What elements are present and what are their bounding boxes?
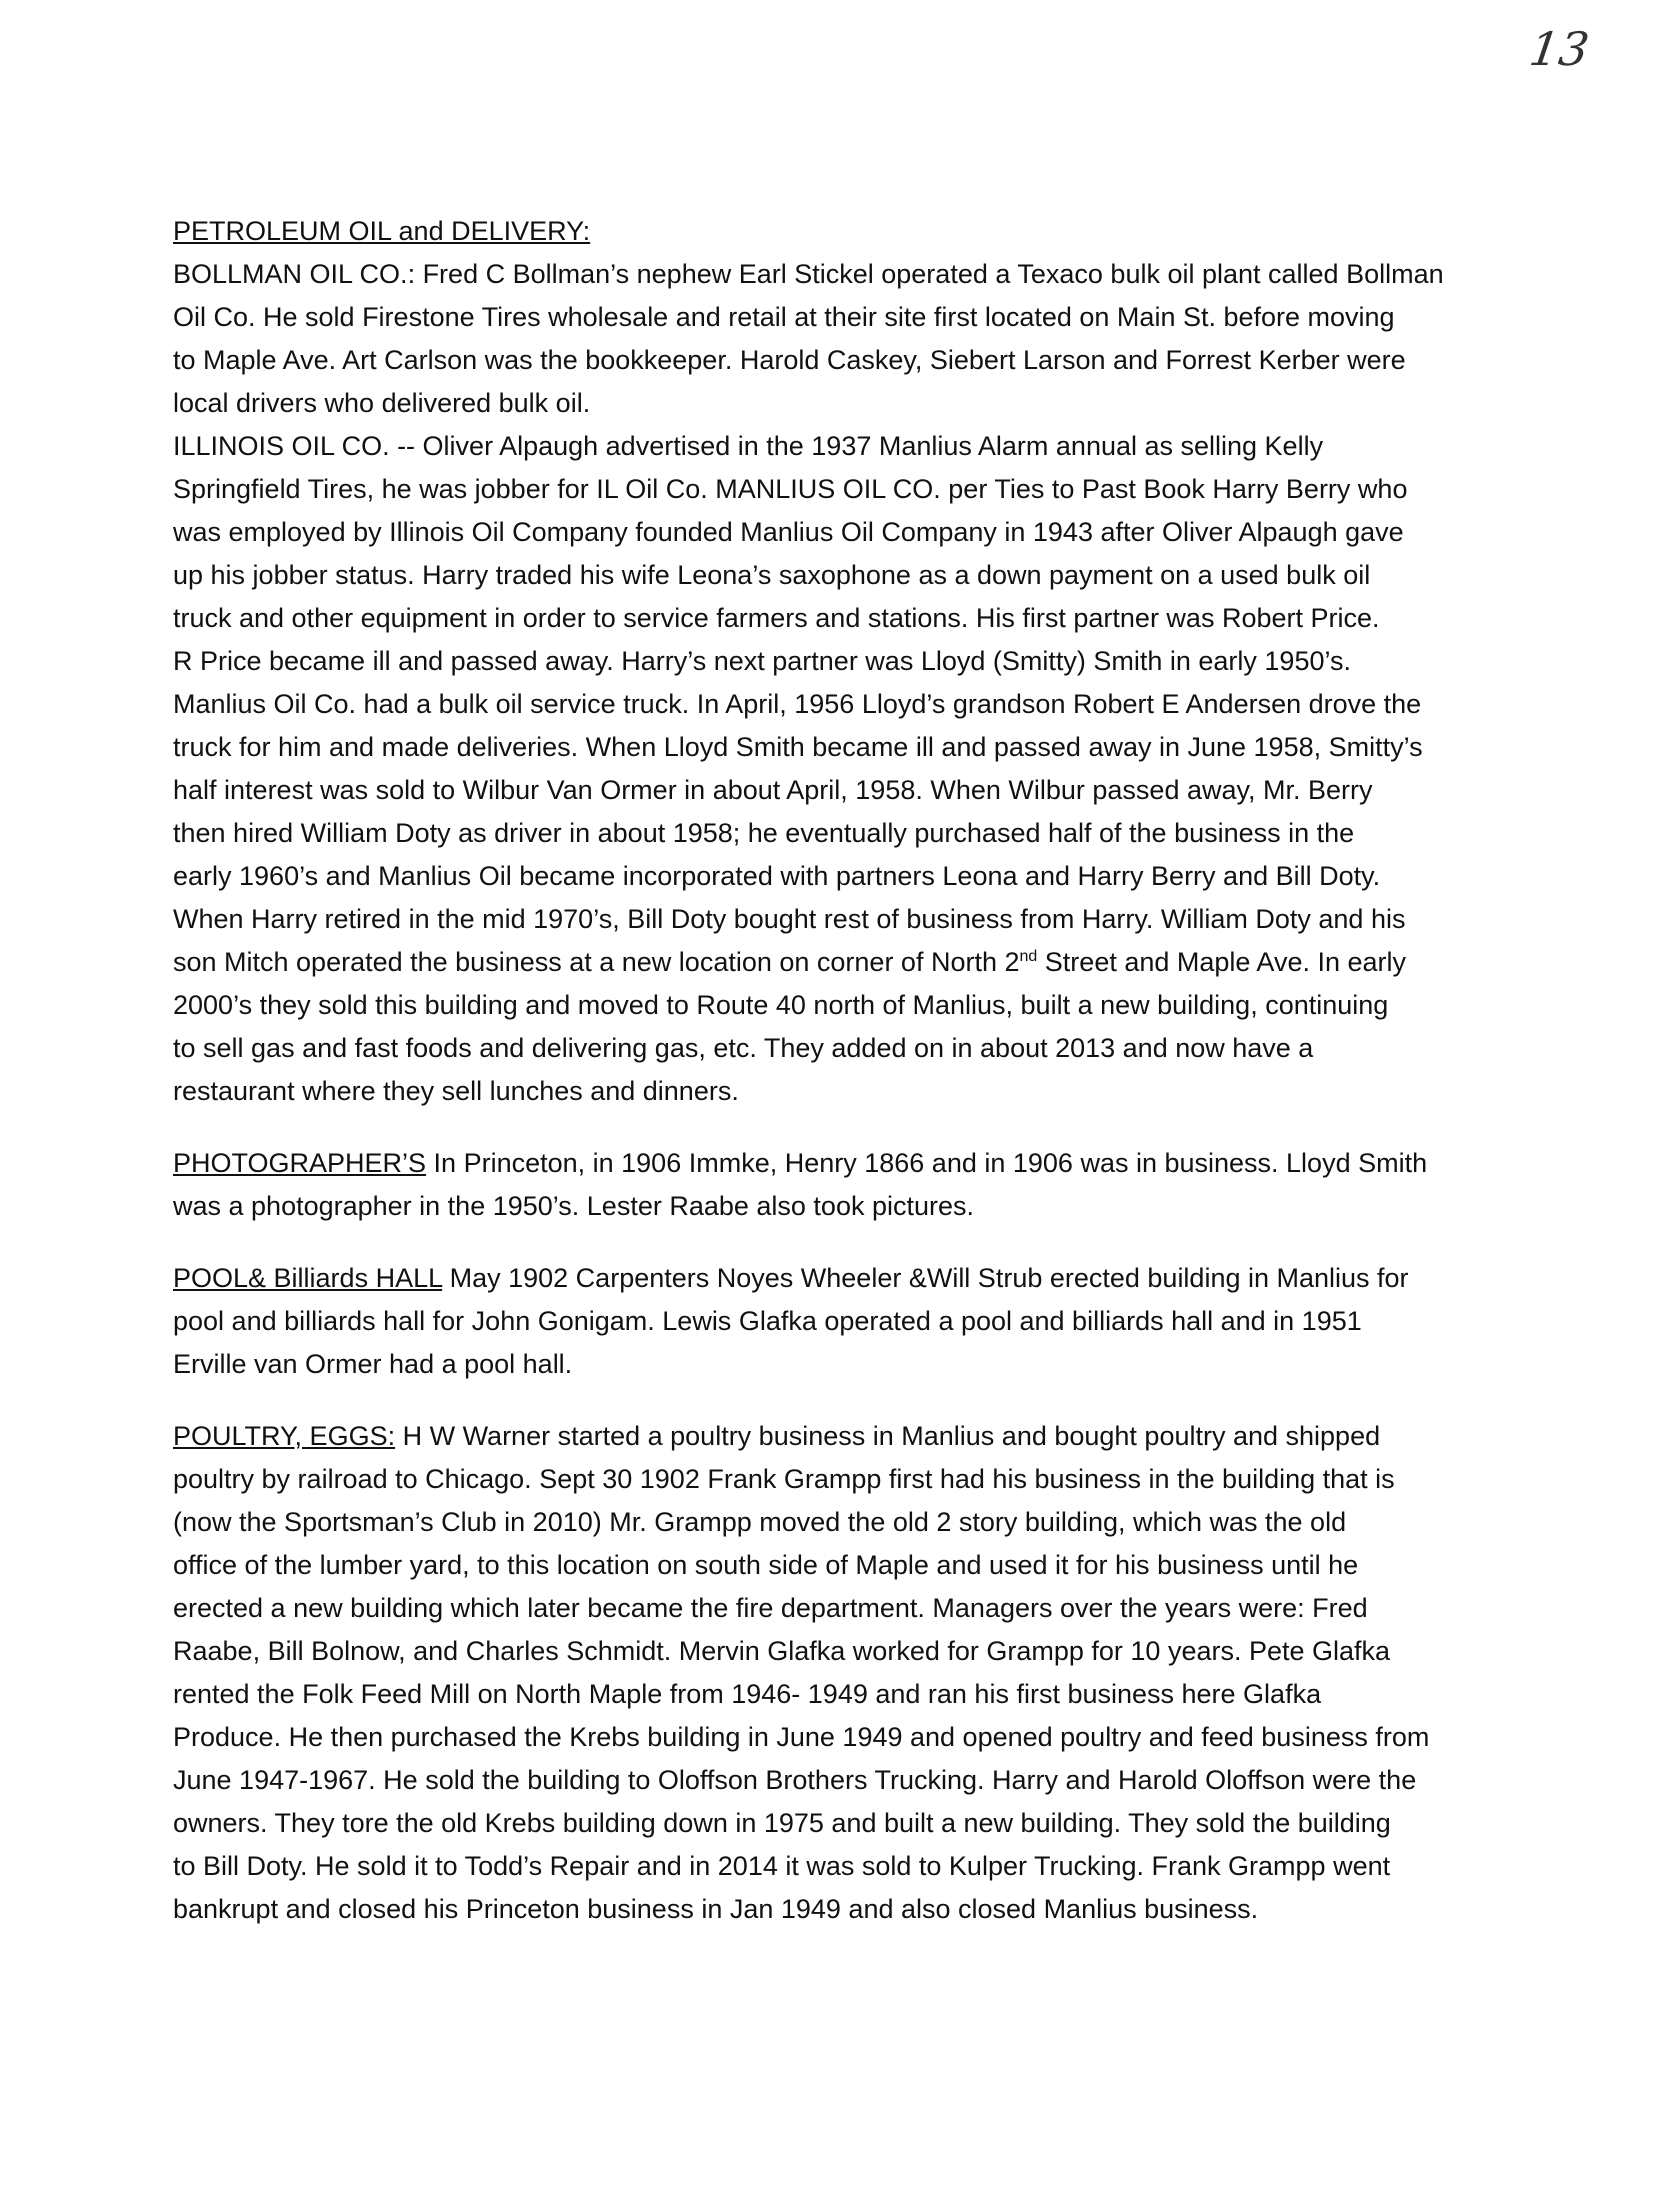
section-photographers [173,1142,1473,1228]
text-line: local drivers who delivered bulk oil. [173,388,591,418]
text-segment: In Princeton, in 1906 Immke, Henry 1866 and in 1906 was in business. Lloyd Smith [426,1148,1428,1178]
text-line: When Harry retired in the mid 1970’s, Bill Doty bought rest of business from Harry. William Doty and his [173,904,1406,934]
section-poultry-eggs [173,1415,1473,1931]
text-line: Raabe, Bill Bolnow, and Charles Schmidt. Mervin Glafka worked for Grampp for 10 years. Pete Glafka [173,1636,1391,1666]
text-line: Manlius Oil Co. had a bulk oil service truck. In April, 1956 Lloyd’s grandson Robert E Andersen drove the [173,689,1422,719]
text-line [173,1142,1473,1185]
text-line: to Bill Doty. He sold it to Todd’s Repair and in 2014 it was sold to Kulper Trucking. Frank Grampp went [173,1851,1391,1881]
text-line: Produce. He then purchased the Krebs building in June 1949 and opened poultry and feed business from [173,1722,1430,1752]
section-heading-pool: POOL& Billiards HALL [173,1263,443,1293]
text-line: bankrupt and closed his Princeton business in Jan 1949 and also closed Manlius business. [173,1894,1259,1924]
text-line: to Maple Ave. Art Carlson was the bookkeeper. Harold Caskey, Siebert Larson and Forrest Kerber were [173,345,1406,375]
text-line: ILLINOIS OIL CO. -- Oliver Alpaugh advertised in the 1937 Manlius Alarm annual as selling Kelly [173,431,1324,461]
text-line: pool and billiards hall for John Gonigam. Lewis Glafka operated a pool and billiards hall and in 1951 [173,1306,1362,1336]
text-line: erected a new building which later became the fire department. Managers over the years were: Fred [173,1593,1368,1623]
text-line: then hired William Doty as driver in about 1958; he eventually purchased half of the business in the [173,818,1355,848]
handwritten-page-number: 13 [1526,22,1593,76]
text-line: was a photographer in the 1950’s. Lester Raabe also took pictures. [173,1191,975,1221]
text-line: June 1947-1967. He sold the building to Oloffson Brothers Trucking. Harry and Harold Oloffson were the [173,1765,1417,1795]
section-heading-photographers: PHOTOGRAPHER’S [173,1148,427,1178]
text-segment: May 1902 Carpenters Noyes Wheeler &Will Strub erected building in Manlius for [442,1263,1409,1293]
text-line [173,1257,1473,1300]
text-line [173,1415,1473,1458]
text-line: 2000’s they sold this building and moved to Route 40 north of Manlius, built a new building, continuing [173,990,1389,1020]
text-line: restaurant where they sell lunches and dinners. [173,1076,739,1106]
text-line: half interest was sold to Wilbur Van Ormer in about April, 1958. When Wilbur passed away, Mr. Berry [173,775,1373,805]
section-heading-poultry: POULTRY, EGGS: [173,1421,396,1451]
section-heading-petroleum: PETROLEUM OIL and DELIVERY: [173,216,591,246]
text-line: was employed by Illinois Oil Company founded Manlius Oil Company in 1943 after Oliver Alpaugh gave [173,517,1404,547]
text-line: Erville van Ormer had a pool hall. [173,1349,573,1379]
text-line: Oil Co. He sold Firestone Tires wholesale and retail at their site first located on Main St. before moving [173,302,1395,332]
text-line: owners. They tore the old Krebs building down in 1975 and built a new building. They sold the building [173,1808,1391,1838]
text-line: up his jobber status. Harry traded his wife Leona’s saxophone as a down payment on a used bulk oil [173,560,1371,590]
text-segment: Street and Maple Ave. In early [1037,947,1407,977]
ordinal-superscript: nd [1019,948,1038,965]
document-body [173,210,1473,1931]
text-line: poultry by railroad to Chicago. Sept 30 1902 Frank Grampp first had his business in the building that is [173,1464,1395,1494]
text-segment: son Mitch operated the business at a new location on corner of North 2 [173,947,1020,977]
text-line: BOLLMAN OIL CO.: Fred C Bollman’s nephew Earl Stickel operated a Texaco bulk oil plant called Bollman [173,259,1444,289]
text-line: truck and other equipment in order to service farmers and stations. His first partner was Robert Price. [173,603,1380,633]
text-line [173,941,1473,984]
text-line: Springfield Tires, he was jobber for IL Oil Co. MANLIUS OIL CO. per Ties to Past Book Harry Berry who [173,474,1408,504]
text-line: (now the Sportsman’s Club in 2010) Mr. Grampp moved the old 2 story building, which was the old [173,1507,1347,1537]
text-line: rented the Folk Feed Mill on North Maple from 1946- 1949 and ran his first business here Glafka [173,1679,1322,1709]
text-line: office of the lumber yard, to this location on south side of Maple and used it for his business until he [173,1550,1359,1580]
text-line: truck for him and made deliveries. When Lloyd Smith became ill and passed away in June 1958, Smitty’s [173,732,1423,762]
text-segment: H W Warner started a poultry business in Manlius and bought poultry and shipped [395,1421,1381,1451]
text-line: early 1960’s and Manlius Oil became incorporated with partners Leona and Harry Berry and Bill Doty. [173,861,1381,891]
text-line: to sell gas and fast foods and delivering gas, etc. They added on in about 2013 and now have a [173,1033,1314,1063]
text-line: R Price became ill and passed away. Harry’s next partner was Lloyd (Smitty) Smith in early 1950’s. [173,646,1351,676]
section-pool-billiards [173,1257,1473,1386]
section-petroleum [173,210,1473,1113]
